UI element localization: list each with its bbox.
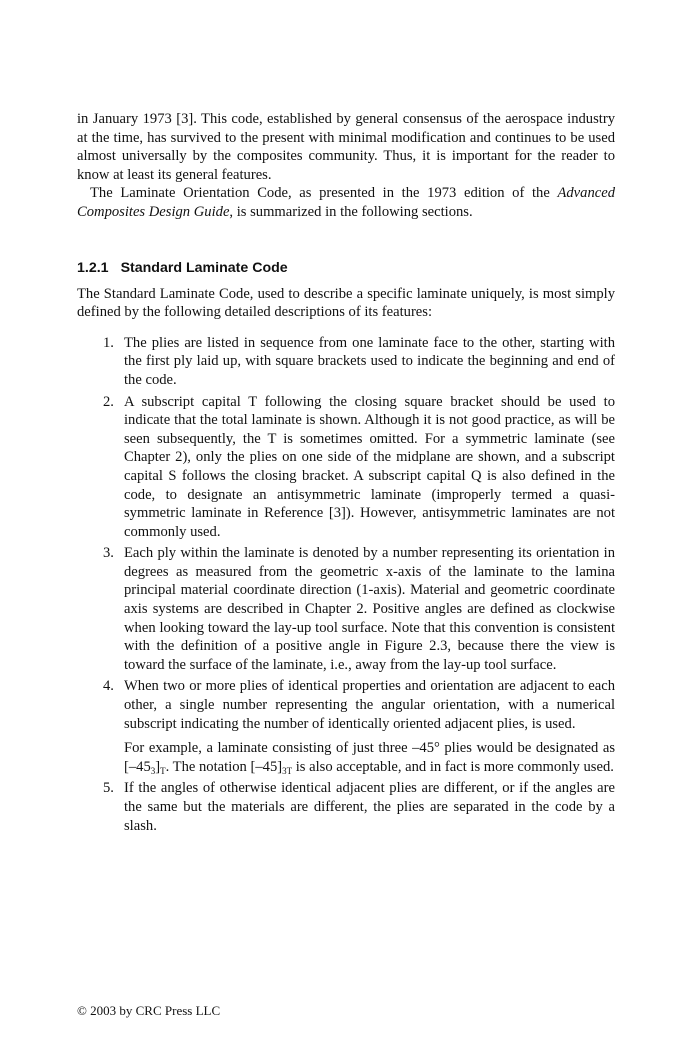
list-item: 4. When two or more plies of identical properties and orientation are adjacent to each other, a single number representing the angular orientation, with a numerical subscript indicating the number of identically oriented adjacent plies, is used. For example, a laminate consisting of just three –45° plies would be designated as $[-45_3]_T$. The notation $[-45]_{3T}$ is also acceptable, and in fact is more commonly used.	[103, 678, 615, 776]
list-item: 3. Each ply within the laminate is denoted by a number representing its orientation in degrees as measured from the geometric x-axis of the laminate to the lamina principal material coordinate direction (1-axis). Material and geometric coordinate axis systems are described in Chapter 2. Positive angles are defined as clockwise when looking toward the lay-up tool surface. Note that this convention is consistent with the definition of a positive angle in Figure 2.3, because there the view is toward the surface of the laminate, i.e., away from the lay-up tool surface.	[103, 545, 615, 673]
page-body	[77, 110, 615, 838]
copyright-footer: © 2003 by CRC Press LLC	[77, 1003, 221, 1018]
list-item: 2. A subscript capital T following the closing square bracket should be used to indicate that the total laminate is shown. Although it is not good practice, as will be seen subsequently, the T is sometimes omitted. For a symmetric laminate (see Chapter 2), only the plies on one side of the midplane are shown, and a subscript capital S follows the closing bracket. A subscript capital Q is also defined in the code, to designate an antisymmetric laminate (improperly termed a quasi-symmetric laminate in Reference [3]). However, antisymmetric laminates are not commonly used.	[103, 393, 615, 540]
list-item: 5. If the angles of otherwise identical adjacent plies are different, or if the angles are the same but the materials are different, the plies are separated in the code by a slash.	[103, 780, 615, 834]
section-title: Standard Laminate Code	[120, 259, 288, 276]
section-heading	[77, 260, 615, 276]
intro-paragraph: in January 1973 [3]. This code, established by general consensus of the aerospace industry at the time, has survived to the present with minimal modification and continues to be used almost universally by the composites community. Thus, it is important for the reader to know at least its general features.	[77, 111, 615, 183]
section-number: 1.2.1	[77, 259, 109, 276]
book-title: Advanced Composites Design Guide	[77, 185, 615, 220]
intro-paragraph-2: The Laminate Orientation Code, as presented in the 1973 edition of the Advanced Composites Design Guide, is summarized in the following sections.	[77, 185, 615, 220]
feature-list	[77, 334, 615, 835]
list-item: 1. The plies are listed in sequence from one laminate face to the other, starting with the first ply laid up, with square brackets used to indicate the beginning and end of the code.	[103, 334, 615, 388]
section-lead: The Standard Laminate Code, used to describe a specific laminate uniquely, is most simply defined by the following detailed descriptions of its features:	[77, 285, 615, 321]
example-paragraph: For example, a laminate consisting of just three –45° plies would be designated as $[-45_3]_T$. The notation $[-45]_{3T}$ is also acceptable, and in fact is more commonly used.	[124, 740, 615, 776]
